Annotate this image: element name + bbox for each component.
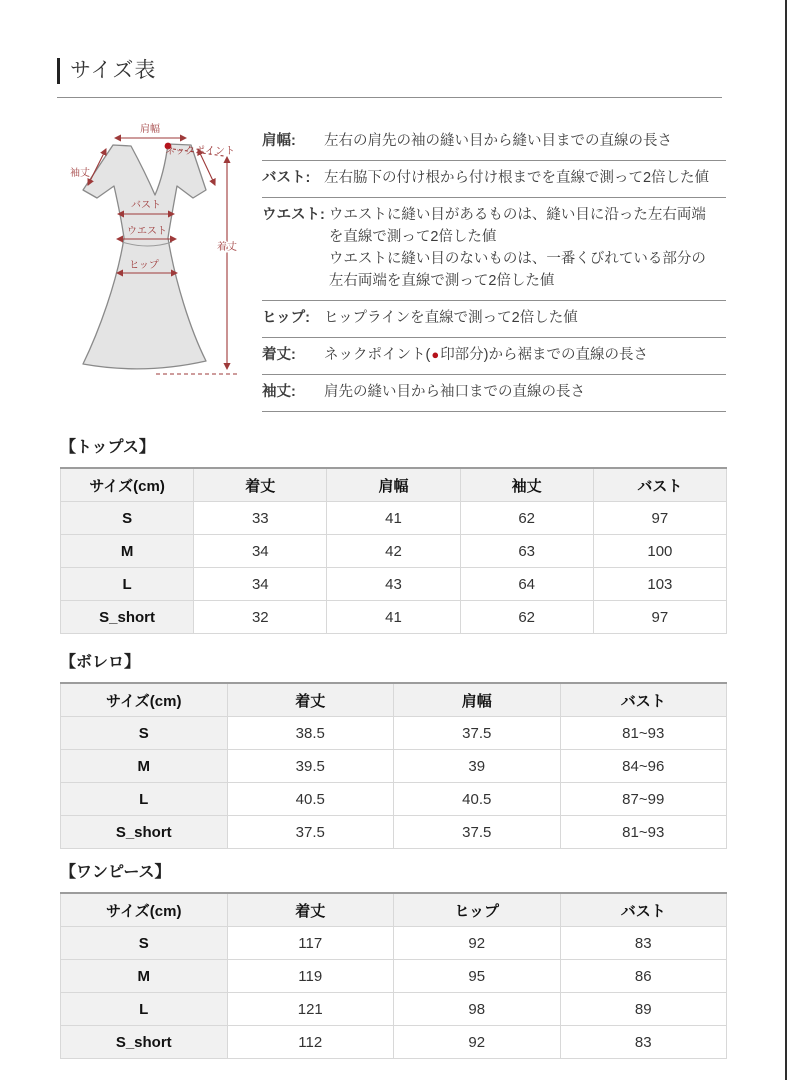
row-size-label: M — [61, 535, 194, 568]
cell-value: 86 — [560, 960, 727, 993]
tops-size-table — [60, 467, 727, 634]
row-size-label: M — [61, 960, 228, 993]
cell-value: 121 — [227, 993, 394, 1026]
column-header: バスト — [560, 683, 727, 717]
column-header: 肩幅 — [394, 683, 561, 717]
cell-value: 39.5 — [227, 750, 394, 783]
cell-value: 62 — [460, 502, 593, 535]
definition-term: 着丈: — [262, 347, 296, 363]
definition-row — [262, 301, 726, 338]
table-row — [61, 750, 727, 783]
cell-value: 41 — [327, 601, 460, 634]
page-title-block — [57, 58, 722, 98]
cell-value: 39 — [394, 750, 561, 783]
cell-value: 103 — [593, 568, 726, 601]
column-header: 肩幅 — [327, 468, 460, 502]
neck-point-dot-icon: ● — [431, 347, 440, 362]
cell-value: 83 — [560, 1026, 727, 1059]
section-title-tops: 【トップス】 — [60, 439, 155, 456]
cell-value: 37.5 — [394, 816, 561, 849]
shoulder-width-label: 肩幅 — [140, 124, 160, 135]
bolero-size-table — [60, 682, 727, 849]
cell-value: 81~93 — [560, 816, 727, 849]
bust-label: バスト — [131, 200, 161, 211]
section-title-bolero: 【ボレロ】 — [60, 654, 141, 671]
sleeve-length-label: 袖丈 — [70, 168, 90, 179]
cell-value: 117 — [227, 927, 394, 960]
cell-value: 34 — [194, 535, 327, 568]
cell-value: 92 — [394, 1026, 561, 1059]
column-header: サイズ(cm) — [61, 683, 228, 717]
definition-row — [262, 161, 726, 198]
column-header: バスト — [593, 468, 726, 502]
cell-value: 92 — [394, 927, 561, 960]
section-onepiece — [60, 863, 727, 1059]
cell-value: 41 — [327, 502, 460, 535]
table-row — [61, 927, 727, 960]
section-bolero — [60, 653, 727, 849]
definition-term: 肩幅: — [262, 133, 296, 149]
cell-value: 112 — [227, 1026, 394, 1059]
definition-row — [262, 338, 726, 375]
section-tops — [60, 438, 727, 634]
row-size-label: S — [61, 717, 228, 750]
definition-text: 左右脇下の付け根から付け根までを直線で測って2倍した値 — [324, 170, 710, 186]
cell-value: 119 — [227, 960, 394, 993]
definition-text: 左右の肩先の袖の縫い目から縫い目までの直線の長さ — [324, 133, 672, 149]
waist-label: ウエスト — [127, 226, 167, 237]
cell-value: 95 — [394, 960, 561, 993]
cell-value: 37.5 — [227, 816, 394, 849]
cell-value: 42 — [327, 535, 460, 568]
column-header: ヒップ — [394, 893, 561, 927]
row-size-label: S_short — [61, 601, 194, 634]
cell-value: 81~93 — [560, 717, 727, 750]
cell-value: 43 — [327, 568, 460, 601]
cell-value: 83 — [560, 927, 727, 960]
table-row — [61, 1026, 727, 1059]
cell-value: 98 — [394, 993, 561, 1026]
definition-text: ウエストに縫い目があるものは、縫い目に沿った左右両端 を直線で測って2倍した値 ウエストに縫い目のないものは、一番くびれている部分の 左右両端を直線で測って2倍した値 — [328, 207, 706, 289]
cell-value: 40.5 — [394, 783, 561, 816]
row-size-label: S — [61, 502, 194, 535]
row-size-label: S_short — [61, 1026, 228, 1059]
section-title-onepiece: 【ワンピース】 — [60, 864, 171, 881]
cell-value: 34 — [194, 568, 327, 601]
table-row — [61, 816, 727, 849]
definition-term: バスト: — [262, 170, 311, 186]
table-row — [61, 502, 727, 535]
row-size-label: M — [61, 750, 228, 783]
definition-text: ネックポイント(●印部分)から裾までの直線の長さ — [324, 347, 649, 363]
table-row — [61, 535, 727, 568]
cell-value: 100 — [593, 535, 726, 568]
row-size-label: S_short — [61, 816, 228, 849]
row-size-label: L — [61, 993, 228, 1026]
table-row — [61, 568, 727, 601]
cell-value: 40.5 — [227, 783, 394, 816]
column-header: 袖丈 — [460, 468, 593, 502]
column-header: サイズ(cm) — [61, 468, 194, 502]
definition-row — [262, 375, 726, 412]
column-header: 着丈 — [227, 683, 394, 717]
dress-measurement-diagram — [56, 116, 251, 411]
definition-term: ウエスト: — [262, 207, 325, 223]
definition-term: 袖丈: — [262, 384, 296, 400]
column-header: バスト — [560, 893, 727, 927]
header-row — [61, 683, 727, 717]
dress-outline — [83, 144, 206, 369]
definition-text: 肩先の縫い目から袖口までの直線の長さ — [324, 384, 585, 400]
cell-value: 38.5 — [227, 717, 394, 750]
page-title: サイズ表 — [57, 58, 722, 84]
table-row — [61, 601, 727, 634]
table-row — [61, 993, 727, 1026]
definition-row — [262, 124, 726, 161]
cell-value: 89 — [560, 993, 727, 1026]
row-size-label: L — [61, 568, 194, 601]
table-row — [61, 717, 727, 750]
garment-length-label: 着丈 — [217, 242, 237, 253]
table-row — [61, 783, 727, 816]
cell-value: 37.5 — [394, 717, 561, 750]
cell-value: 97 — [593, 601, 726, 634]
row-size-label: S — [61, 927, 228, 960]
table-row — [61, 960, 727, 993]
cell-value: 87~99 — [560, 783, 727, 816]
definition-text: ヒップラインを直線で測って2倍した値 — [324, 310, 578, 326]
hip-label: ヒップ — [129, 260, 159, 271]
cell-value: 32 — [194, 601, 327, 634]
column-header: 着丈 — [194, 468, 327, 502]
header-row — [61, 468, 727, 502]
definition-row — [262, 198, 726, 301]
cell-value: 84~96 — [560, 750, 727, 783]
neck-point-label: ネックポイント — [165, 146, 235, 157]
row-size-label: L — [61, 783, 228, 816]
column-header: 着丈 — [227, 893, 394, 927]
onepiece-size-table — [60, 892, 727, 1059]
cell-value: 62 — [460, 601, 593, 634]
cell-value: 33 — [194, 502, 327, 535]
measurement-definitions — [262, 124, 726, 412]
cell-value: 64 — [460, 568, 593, 601]
cell-value: 97 — [593, 502, 726, 535]
header-row — [61, 893, 727, 927]
cell-value: 63 — [460, 535, 593, 568]
definition-term: ヒップ: — [262, 310, 310, 326]
column-header: サイズ(cm) — [61, 893, 228, 927]
